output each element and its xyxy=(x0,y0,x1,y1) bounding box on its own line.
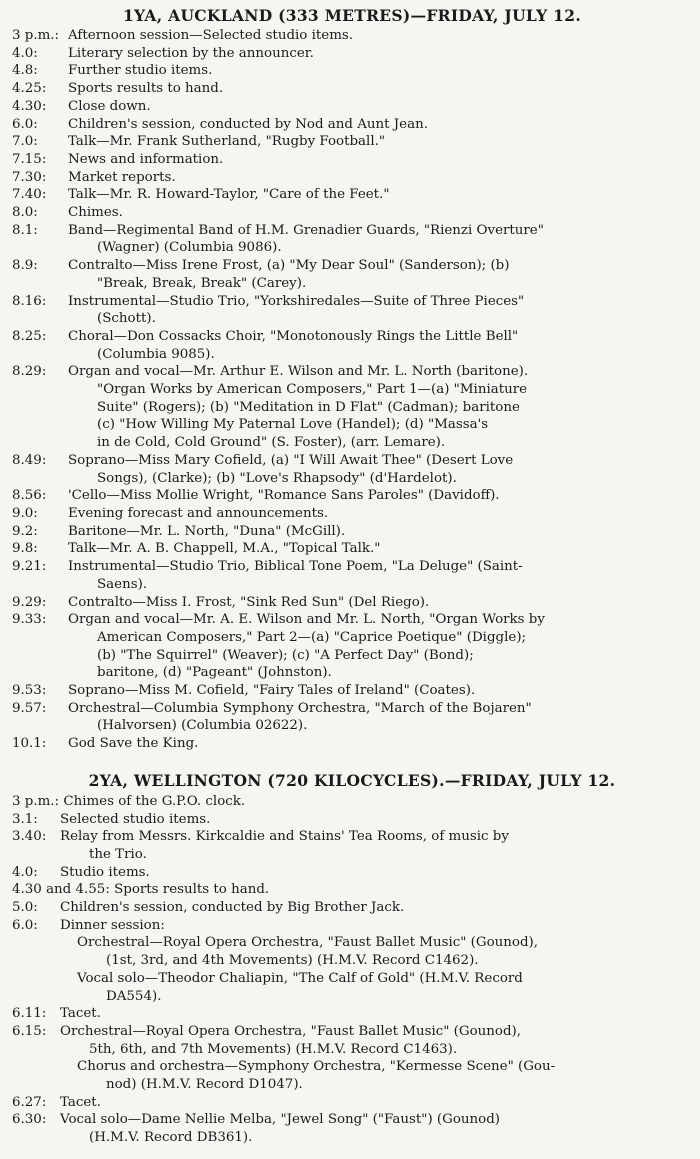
entry-description xyxy=(68,204,692,222)
entry-line: (Columbia 9085). xyxy=(97,346,215,362)
entry-time: 7.15: xyxy=(12,151,51,167)
entry-line: "Organ Works by American Composers," Part 1—(a) "Miniature xyxy=(97,382,528,398)
entry-line: Orchestral—Royal Opera Orchestra, "Faust Ballet Music" (Gounod), xyxy=(60,1023,522,1039)
entry-description xyxy=(68,523,692,541)
programme-entry xyxy=(12,1023,692,1058)
programme-entry xyxy=(12,452,692,487)
programme-entry xyxy=(12,98,692,116)
entry-description xyxy=(68,169,692,187)
entry-time: 7.0: xyxy=(12,134,43,150)
entry-description xyxy=(60,1094,692,1112)
entry-line: Orchestral—Columbia Symphony Orchestra, "March of the Bojaren" xyxy=(68,700,532,716)
entry-line: Afternoon session—Selected studio items. xyxy=(68,28,354,43)
entry-description xyxy=(63,793,692,811)
entry-line: Evening forecast and announcements. xyxy=(68,505,329,521)
entry-description xyxy=(68,328,692,363)
entry-description xyxy=(68,45,692,63)
dinner-session-items xyxy=(12,934,692,1005)
programme-entry xyxy=(12,27,692,45)
entry-line: Organ and vocal—Mr. Arthur E. Wilson and Mr. L. North (baritone). xyxy=(68,364,529,380)
entry-time: 8.25: xyxy=(12,328,51,344)
entry-time: 6.15: xyxy=(12,1023,51,1039)
section-heading-auckland: 1YA, AUCKLAND (333 METRES)—FRIDAY, JULY 12. xyxy=(122,6,582,25)
programme-entry xyxy=(12,1005,692,1023)
programme-entry xyxy=(12,487,692,505)
entry-line: (Schott). xyxy=(97,311,156,327)
entry-description xyxy=(68,735,692,753)
entry-line: Contralto—Miss Irene Frost, (a) "My Dear Soul" (Sanderson); (b) xyxy=(68,258,510,274)
entry-description xyxy=(68,611,692,682)
entry-description xyxy=(68,133,692,151)
entry-line: American Composers," Part 2—(a) "Caprice Poetique" (Diggle); xyxy=(97,629,527,645)
entry-line: Instrumental—Studio Trio, Biblical Tone Poem, "La Deluge" (Saint- xyxy=(68,559,523,575)
entry-line: in de Cold, Cold Ground" (S. Foster), (arr. Lemare). xyxy=(97,435,446,451)
programme-entry xyxy=(12,204,692,222)
programme-entry xyxy=(12,293,692,328)
entry-description xyxy=(68,363,692,452)
programme-entry xyxy=(12,899,692,917)
entry-line: (1st, 3rd, and 4th Movements) (H.M.V. Record C1462). xyxy=(106,953,479,969)
entry-description xyxy=(68,293,692,328)
wellington-programme-list-end xyxy=(12,1094,692,1147)
entry-line: DA554). xyxy=(106,988,162,1004)
entry-time: 4.30: xyxy=(12,98,51,114)
entry-description xyxy=(68,80,692,98)
entry-line: Instrumental—Studio Trio, "Yorkshiredales—Suite of Three Pieces" xyxy=(68,293,525,309)
entry-line: Tacet. xyxy=(60,1006,101,1022)
entry-line: Organ and vocal—Mr. A. E. Wilson and Mr. L. North, "Organ Works by xyxy=(68,612,545,628)
entry-line: (Halvorsen) (Columbia 02622). xyxy=(97,718,308,734)
entry-line: Sports results to hand. xyxy=(114,882,270,898)
programme-entry xyxy=(12,1094,692,1112)
entry-line: (c) "How Willing My Paternal Love (Handel); (d) "Massa's xyxy=(97,417,489,433)
programme-entry xyxy=(12,1111,692,1146)
entry-description xyxy=(68,594,692,612)
entry-line: Selected studio items. xyxy=(60,811,211,827)
entry-line: Vocal solo—Theodor Chaliapin, "The Calf of Gold" (H.M.V. Record xyxy=(77,970,523,986)
entry-description xyxy=(60,811,692,829)
entry-line: baritone, (d) "Pageant" (Johnston). xyxy=(97,665,332,681)
entry-time: 9.8: xyxy=(12,541,43,557)
section-heading-wellington: 2YA, WELLINGTON (720 KILOCYCLES).—FRIDAY, JULY 12. xyxy=(88,770,616,790)
entry-line: Dinner session: xyxy=(60,917,165,933)
programme-entry xyxy=(12,363,692,452)
programme-entry xyxy=(12,793,692,811)
entry-line: Tacet. xyxy=(60,1094,101,1110)
programme-entry xyxy=(12,594,692,612)
entry-time: 3 p.m.: xyxy=(12,28,64,43)
dinner-session-item xyxy=(12,934,692,969)
entry-line: Soprano—Miss Mary Cofield, (a) "I Will Await Thee" (Desert Love xyxy=(68,452,514,468)
programme-entry xyxy=(12,45,692,63)
entry-line: Contralto—Miss I. Frost, "Sink Red Sun" (Del Riego). xyxy=(68,594,430,610)
entry-description xyxy=(60,864,692,882)
programme-entry xyxy=(12,682,692,700)
entry-description xyxy=(68,505,692,523)
programme-entry xyxy=(12,257,692,292)
programme-entry xyxy=(12,222,692,257)
entry-line: (b) "The Squirrel" (Weaver); (c) "A Perfect Day" (Bond); xyxy=(97,647,474,663)
entry-time: 6.30: xyxy=(12,1112,51,1128)
programme-entry xyxy=(12,151,692,169)
programme-entry xyxy=(12,735,692,753)
entry-time: 8.1: xyxy=(12,222,43,238)
programme-entry xyxy=(12,328,692,363)
entry-line: Chorus and orchestra—Symphony Orchestra, "Kermesse Scene" (Gou- xyxy=(77,1059,556,1075)
entry-description xyxy=(68,452,692,487)
auckland-programme-list xyxy=(12,27,692,753)
entry-description xyxy=(68,222,692,257)
wellington-programme-list xyxy=(12,793,692,935)
entry-line: Close down. xyxy=(68,98,151,114)
entry-line: the Trio. xyxy=(89,846,147,862)
entry-time: 9.33: xyxy=(12,612,51,628)
entry-time: 6.27: xyxy=(12,1094,51,1110)
entry-line: Vocal solo—Dame Nellie Melba, "Jewel Song" ("Faust") (Gounod) xyxy=(60,1112,501,1128)
entry-line: Children's session, conducted by Nod and Aunt Jean. xyxy=(68,116,428,132)
programme-entry xyxy=(12,611,692,682)
programme-entry xyxy=(12,917,692,935)
entry-line: (H.M.V. Record DB361). xyxy=(89,1130,253,1146)
entry-description xyxy=(60,1005,692,1023)
entry-time: 6.0: xyxy=(12,116,43,132)
entry-time: 4.30 and 4.55: xyxy=(12,882,115,898)
entry-time: 8.16: xyxy=(12,293,51,309)
programme-entry xyxy=(12,811,692,829)
entry-time: 9.57: xyxy=(12,700,51,716)
dinner-session-item xyxy=(12,970,692,1005)
entry-description xyxy=(60,899,692,917)
entry-time: 8.29: xyxy=(12,364,51,380)
entry-description xyxy=(60,1023,692,1058)
entry-line: God Save the King. xyxy=(68,736,199,752)
entry-time: 3.1: xyxy=(12,811,43,827)
entry-time: 5.0: xyxy=(12,900,43,916)
entry-time: 8.0: xyxy=(12,205,43,221)
entry-time: 6.0: xyxy=(12,917,43,933)
entry-time: 7.30: xyxy=(12,169,51,185)
entry-description xyxy=(68,700,692,735)
entry-line: (Wagner) (Columbia 9086). xyxy=(97,240,282,256)
wellington-programme-list-continued xyxy=(12,1005,692,1058)
entry-line: Baritone—Mr. L. North, "Duna" (McGill). xyxy=(68,523,346,539)
entry-line: Further studio items. xyxy=(68,63,213,79)
entry-description xyxy=(68,558,692,593)
programme-entry xyxy=(12,116,692,134)
entry-time: 4.8: xyxy=(12,63,43,79)
entry-time: 8.9: xyxy=(12,258,43,274)
entry-time: 3 p.m.: xyxy=(12,793,64,809)
programme-entry xyxy=(12,505,692,523)
entry-time: 9.21: xyxy=(12,559,51,575)
programme-entry xyxy=(12,700,692,735)
entry-description xyxy=(60,828,692,863)
entry-description xyxy=(68,186,692,204)
entry-line: Talk—Mr. R. Howard-Taylor, "Care of the Feet." xyxy=(68,187,390,203)
dinner-session-items-continued xyxy=(12,1058,692,1093)
entry-line: "Break, Break, Break" (Carey). xyxy=(97,275,307,291)
entry-description xyxy=(114,881,692,899)
entry-description xyxy=(68,27,692,45)
entry-time: 4.0: xyxy=(12,45,43,61)
programme-entry xyxy=(12,169,692,187)
entry-line: News and information. xyxy=(68,151,224,167)
entry-time: 6.11: xyxy=(12,1006,51,1022)
entry-line: Band—Regimental Band of H.M. Grenadier Guards, "Rienzi Overture" xyxy=(68,222,544,238)
entry-line: 'Cello—Miss Mollie Wright, "Romance Sans Paroles" (Davidoff). xyxy=(68,488,500,504)
entry-time: 4.0: xyxy=(12,864,43,880)
entry-description xyxy=(68,487,692,505)
entry-time: 8.56: xyxy=(12,488,51,504)
programme-entry xyxy=(12,828,692,863)
entry-line: Orchestral—Royal Opera Orchestra, "Faust Ballet Music" (Gounod), xyxy=(77,935,539,951)
entry-time: 3.40: xyxy=(12,829,51,845)
entry-line: Talk—Mr. A. B. Chappell, M.A., "Topical Talk." xyxy=(68,541,381,557)
entry-line: Suite" (Rogers); (b) "Meditation in D Flat" (Cadman); baritone xyxy=(97,399,520,415)
entry-line: Saens). xyxy=(97,576,148,592)
entry-description xyxy=(68,257,692,292)
entry-line: Chimes of the G.P.O. clock. xyxy=(63,793,246,809)
entry-description xyxy=(68,540,692,558)
entry-line: Songs), (Clarke); (b) "Love's Rhapsody" (d'Hardelot). xyxy=(97,470,457,486)
entry-description xyxy=(60,917,692,935)
programme-entry xyxy=(12,558,692,593)
entry-line: Choral—Don Cossacks Choir, "Monotonously Rings the Little Bell" xyxy=(68,328,519,344)
entry-time: 4.25: xyxy=(12,81,51,97)
entry-description xyxy=(68,151,692,169)
programme-entry xyxy=(12,80,692,98)
entry-line: Literary selection by the announcer. xyxy=(68,45,314,61)
programme-entry xyxy=(12,62,692,80)
programme-entry xyxy=(12,864,692,882)
programme-entry xyxy=(12,523,692,541)
entry-time: 9.2: xyxy=(12,523,43,539)
entry-time: 9.53: xyxy=(12,683,51,699)
entry-line: 5th, 6th, and 7th Movements) (H.M.V. Record C1463). xyxy=(89,1041,458,1057)
entry-description xyxy=(68,682,692,700)
entry-time: 8.49: xyxy=(12,452,51,468)
entry-line: Children's session, conducted by Big Brother Jack. xyxy=(60,900,405,916)
entry-time: 9.0: xyxy=(12,505,43,521)
entry-description xyxy=(68,98,692,116)
entry-line: Chimes. xyxy=(68,205,123,221)
entry-line: Soprano—Miss M. Cofield, "Fairy Tales of Ireland" (Coates). xyxy=(68,683,476,699)
programme-entry xyxy=(12,133,692,151)
entry-time: 10.1: xyxy=(12,736,51,752)
programme-entry xyxy=(12,540,692,558)
entry-line: Studio items. xyxy=(60,864,150,880)
entry-description xyxy=(68,116,692,134)
entry-time: 9.29: xyxy=(12,594,51,610)
programme-entry xyxy=(12,881,692,899)
dinner-session-item xyxy=(12,1058,692,1093)
entry-line: Talk—Mr. Frank Sutherland, "Rugby Football." xyxy=(68,134,386,150)
entry-description xyxy=(68,62,692,80)
programme-entry xyxy=(12,186,692,204)
entry-line: nod) (H.M.V. Record D1047). xyxy=(106,1077,303,1093)
entry-line: Market reports. xyxy=(68,169,176,185)
entry-description xyxy=(60,1111,692,1146)
entry-line: Sports results to hand. xyxy=(68,81,224,97)
entry-line: Relay from Messrs. Kirkcaldie and Stains' Tea Rooms, of music by xyxy=(60,829,509,845)
entry-time: 7.40: xyxy=(12,187,51,203)
